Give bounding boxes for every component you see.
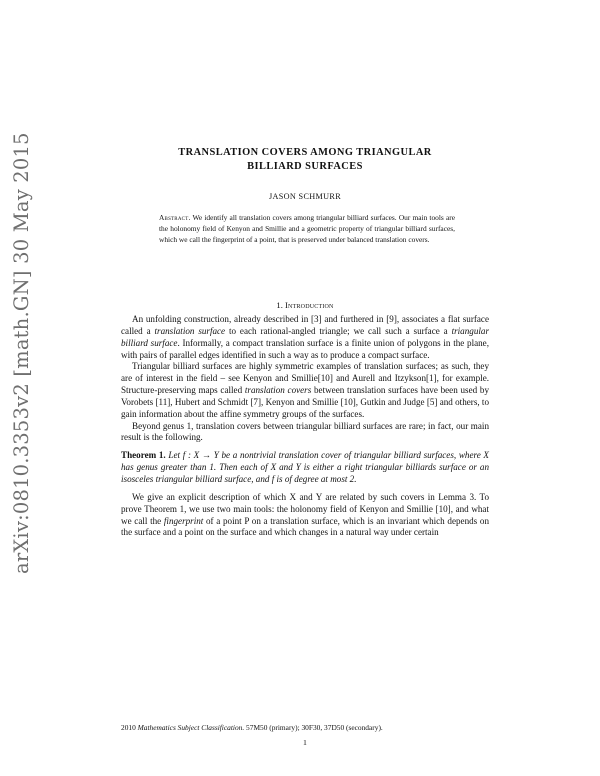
paragraph-1 — [121, 314, 489, 361]
paragraph-3: Beyond genus 1, translation covers between triangular billiard surfaces are rare; in fact, our main result is the following. — [121, 420, 489, 443]
footnote-year: 2010 — [121, 723, 136, 732]
text-run: to each rational-angled triangle; we call such a surface a — [225, 325, 452, 336]
text-run: An unfolding construction, already described in [3] and furthered in [9], associates a flat surface called a — [121, 314, 489, 336]
section-heading — [121, 300, 489, 310]
title-line-2: BILLIARD SURFACES — [247, 161, 363, 172]
section-number: 1. — [276, 300, 283, 310]
title-line-1: TRANSLATION COVERS AMONG TRIANGULAR — [178, 147, 432, 158]
footnote-label: Mathematics Subject Classification. — [137, 723, 245, 732]
emphasis: translation covers — [244, 385, 312, 396]
paper-title — [121, 146, 489, 174]
emphasis: triangular billiard surface — [121, 325, 489, 348]
emphasis: translation surface — [154, 325, 226, 336]
abstract — [159, 213, 455, 246]
abstract-label: Abstract. — [159, 213, 191, 222]
theorem-text: Let f : X → Y be a nontrivial translation cover of triangular billiard surfaces, where X has genus greater than 1. Then each of X and Y is either a right triangular billiards surface or an isosceles triangular billiard surface, and f is of degree at most 2. — [121, 450, 489, 484]
footnote-text: 57M50 (primary); 30F30, 37D50 (secondary). — [246, 723, 383, 732]
paragraph-2 — [121, 361, 489, 420]
text-run: We give an explicit description of which X and Y are related by such covers in Lemma 3. To prove Theorem 1, we use two main tools: the holonomy field of Kenyon and Smillie [10], and what we call the — [121, 491, 489, 526]
theorem-1 — [121, 450, 489, 486]
text-run: between translation surfaces have been used by Vorobets [11], Hubert and Schmidt [7], Kenyon and Smillie [10], Gutkin and Judge [5] and others, to gain information about the affine symmetry groups of the surfaces. — [121, 385, 489, 419]
text-run: Triangular billiard surfaces are highly symmetric examples of translation surfaces; as such, they are of interest in the field – see Kenyon and Smillie[10] and Aurell and Itzykson[1], for example. Structure-preserving maps called — [121, 361, 489, 396]
emphasis: fingerprint — [163, 515, 204, 526]
theorem-label: Theorem 1. — [121, 450, 166, 461]
text-run: of a point P on a translation surface, which is an invariant which depends on the surface and a point on the surface and which changes in a natural way under certain — [121, 515, 489, 538]
body-text — [121, 314, 489, 539]
footnote — [121, 723, 489, 733]
text-run: . Informally, a compact translation surface is a finite union of polygons in the plane, with pairs of parallel edges identified in such a way as to produce a compact surface. — [121, 337, 489, 360]
section-title: Introduction — [285, 300, 334, 310]
arxiv-identifier: arXiv:0810.3353v2 [math.GN] 30 May 2015 — [10, 132, 33, 574]
page-number: 1 — [303, 738, 307, 747]
paragraph-4 — [121, 492, 489, 539]
abstract-text: We identify all translation covers among triangular billiard surfaces. Our main tools are the holonomy field of Kenyon and Smillie and a geometric property of triangular billiard surfaces, which we call the fingerprint of a point, that is preserved under balanced translation covers. — [159, 213, 455, 244]
author-name: JASON SCHMURR — [268, 192, 342, 201]
